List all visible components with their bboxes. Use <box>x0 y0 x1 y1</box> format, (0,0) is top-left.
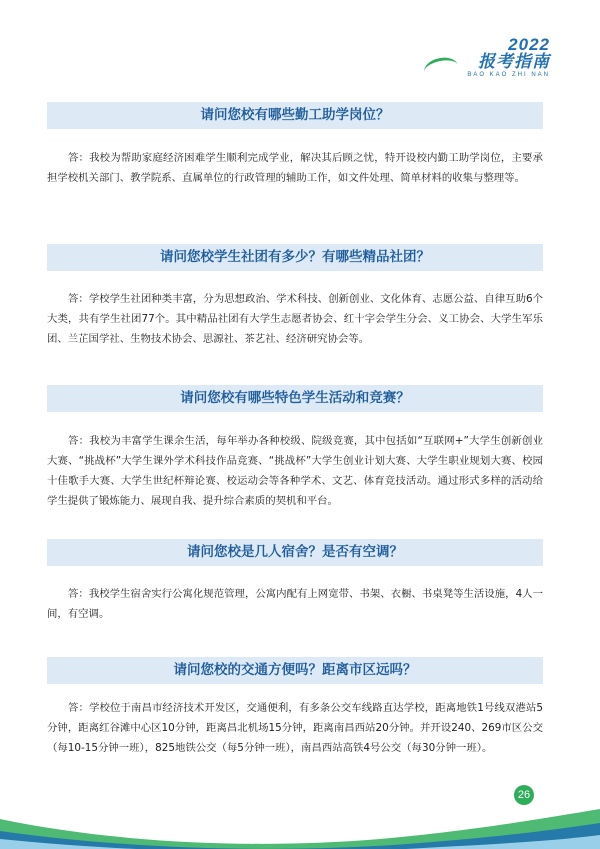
header-logo <box>440 36 550 78</box>
question-heading-4: 请问您校是几人宿舍？是否有空调？ <box>47 539 543 566</box>
answer-paragraph-4: 答：我校学生宿舍实行公寓化规范管理，公寓内配有上网宽带、书架、衣橱、书桌凳等生活设施，4人一间，有空调。 <box>47 588 543 620</box>
header-year: 2022 <box>508 35 550 54</box>
answer-paragraph-2: 答：学校学生社团种类丰富，分为思想政治、学术科技、创新创业、文化体育、志愿公益、自律互助6个大类，共有学生社团77个。其中精品社团有大学生志愿者协会、红十字会学生分会、义工协会、大学生军乐团、兰芷国学社、生物技术协会、思源社、茶艺社、经济研究协会等。 <box>47 293 543 345</box>
answer-paragraph-5: 答：学校位于南昌市经济技术开发区，交通便利，有多条公交车线路直达学校，距离地铁1号线双港站5分钟，距离红谷滩中心区10分钟，距离昌北机场15分钟，距离南昌西站20分钟。并开设240、269市区公交（每10-15分钟一班），825地铁公交（每5分钟一班），南昌西站高铁4号公交（每30分钟一班）。 <box>47 702 543 754</box>
question-heading-2: 请问您校学生社团有多少？有哪些精品社团？ <box>47 244 543 271</box>
answer-paragraph-3: 答：我校为丰富学生课余生活，每年举办各种校级、院级竞赛，其中包括如“互联网+”大学生创新创业大赛、“挑战杯”大学生课外学术科技作品竞赛、“挑战杯”大学生创业计划大赛、大学生职业规划大赛、校园十佳歌手大赛、大学生世纪杯辩论赛、校运动会等各种学术、文艺、体育竞技活动。通过形式多样的活动给学生提供了锻炼能力、展现自我、提升综合素质的契机和平台。 <box>47 435 543 507</box>
question-heading-1: 请问您校有哪些勤工助学岗位？ <box>47 102 543 129</box>
answer-paragraph-1: 答：我校为帮助家庭经济困难学生顺利完成学业，解决其后顾之忧，特开设校内勤工助学岗位，主要承担学校机关部门、教学院系、直属单位的行政管理的辅助工作，如文件处理、简单材料的收集与整理等。 <box>47 152 543 184</box>
question-heading-5: 请问您校的交通方便吗？距离市区远吗？ <box>47 657 543 684</box>
header-title: 报考指南 <box>478 52 550 72</box>
page-number: 26 <box>514 785 534 805</box>
header-pinyin: BAO KAO ZHI NAN <box>467 72 550 78</box>
question-heading-3: 请问您校有哪些特色学生活动和竞赛？ <box>47 385 543 412</box>
footer-wave-decoration <box>0 789 600 849</box>
